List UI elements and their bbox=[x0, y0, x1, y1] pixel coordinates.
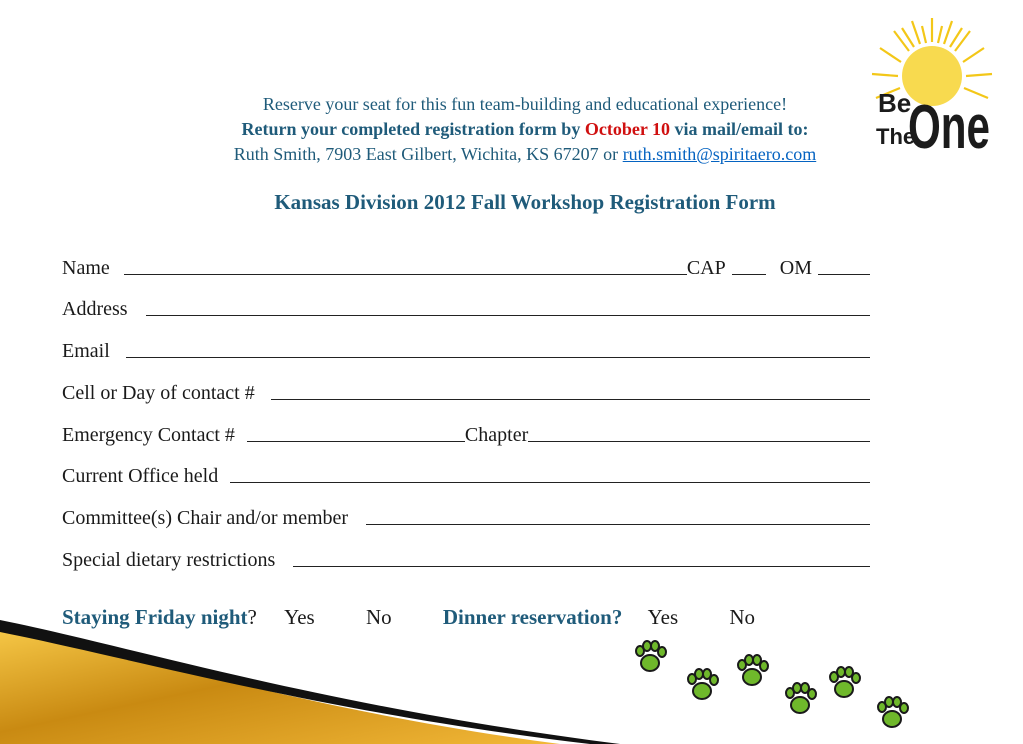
friday-question: Staying Friday night bbox=[62, 605, 248, 629]
logo-one: One bbox=[908, 93, 990, 162]
paw-icon bbox=[786, 683, 816, 713]
office-row bbox=[62, 460, 870, 488]
dietary-row bbox=[62, 544, 870, 572]
dietary-label: Special dietary restrictions bbox=[62, 549, 276, 571]
paw-prints-decoration bbox=[620, 635, 940, 740]
name-row bbox=[62, 252, 870, 280]
cap-field[interactable] bbox=[732, 273, 766, 275]
om-label: OM bbox=[779, 257, 812, 279]
friday-question-mark: ? bbox=[247, 605, 257, 629]
header-line-2 bbox=[150, 117, 900, 142]
name-field[interactable] bbox=[124, 273, 687, 275]
dinner-question: Dinner reservation? bbox=[442, 605, 623, 629]
emergency-label: Emergency Contact # bbox=[62, 424, 235, 446]
logo-the: The bbox=[876, 124, 916, 149]
return-instructions: Return your completed registration form by bbox=[241, 119, 585, 139]
emergency-row bbox=[62, 419, 870, 447]
return-method: via mail/email to: bbox=[669, 119, 809, 139]
cell-label: Cell or Day of contact # bbox=[62, 382, 255, 404]
committee-label: Committee(s) Chair and/or member bbox=[62, 507, 349, 529]
address-label: Address bbox=[62, 298, 128, 320]
office-field[interactable] bbox=[230, 481, 870, 483]
cell-row bbox=[62, 377, 870, 405]
logo-be: Be bbox=[878, 88, 912, 118]
emergency-field[interactable] bbox=[247, 440, 465, 442]
contact-email-link[interactable]: ruth.smith@spiritaero.com bbox=[622, 144, 817, 164]
friday-yes-option[interactable]: Yes bbox=[284, 605, 315, 629]
om-field[interactable] bbox=[818, 273, 870, 275]
address-row bbox=[62, 293, 870, 321]
paw-icon bbox=[830, 667, 860, 697]
email-field[interactable] bbox=[126, 356, 870, 358]
paw-icon bbox=[878, 697, 908, 727]
cell-field[interactable] bbox=[271, 398, 870, 400]
gold-swoosh-decoration bbox=[0, 620, 620, 744]
address-field[interactable] bbox=[146, 314, 870, 316]
name-label: Name bbox=[62, 257, 110, 279]
chapter-label: Chapter bbox=[464, 424, 529, 446]
paw-icon bbox=[636, 641, 666, 671]
committee-row bbox=[62, 502, 870, 530]
email-row bbox=[62, 335, 870, 363]
dietary-field[interactable] bbox=[293, 565, 870, 567]
deadline-date: October 10 bbox=[584, 119, 670, 139]
paw-icon bbox=[738, 655, 768, 685]
header-line-3 bbox=[150, 142, 900, 167]
email-label: Email bbox=[62, 340, 110, 362]
chapter-field[interactable] bbox=[528, 440, 870, 442]
office-label: Current Office held bbox=[62, 465, 219, 487]
paw-icon bbox=[688, 669, 718, 699]
header-instructions bbox=[150, 92, 900, 167]
dinner-yes-option[interactable]: Yes bbox=[647, 605, 679, 629]
dinner-no-option[interactable]: No bbox=[729, 605, 756, 629]
header-line-1: Reserve your seat for this fun team-building and educational experience! bbox=[262, 94, 788, 114]
form-title: Kansas Division 2012 Fall Workshop Registration Form bbox=[274, 190, 776, 214]
cap-label: CAP bbox=[686, 257, 726, 279]
friday-no-option[interactable]: No bbox=[365, 605, 392, 629]
mailing-address: Ruth Smith, 7903 East Gilbert, Wichita, KS 67207 or bbox=[233, 144, 623, 164]
committee-field[interactable] bbox=[366, 523, 870, 525]
